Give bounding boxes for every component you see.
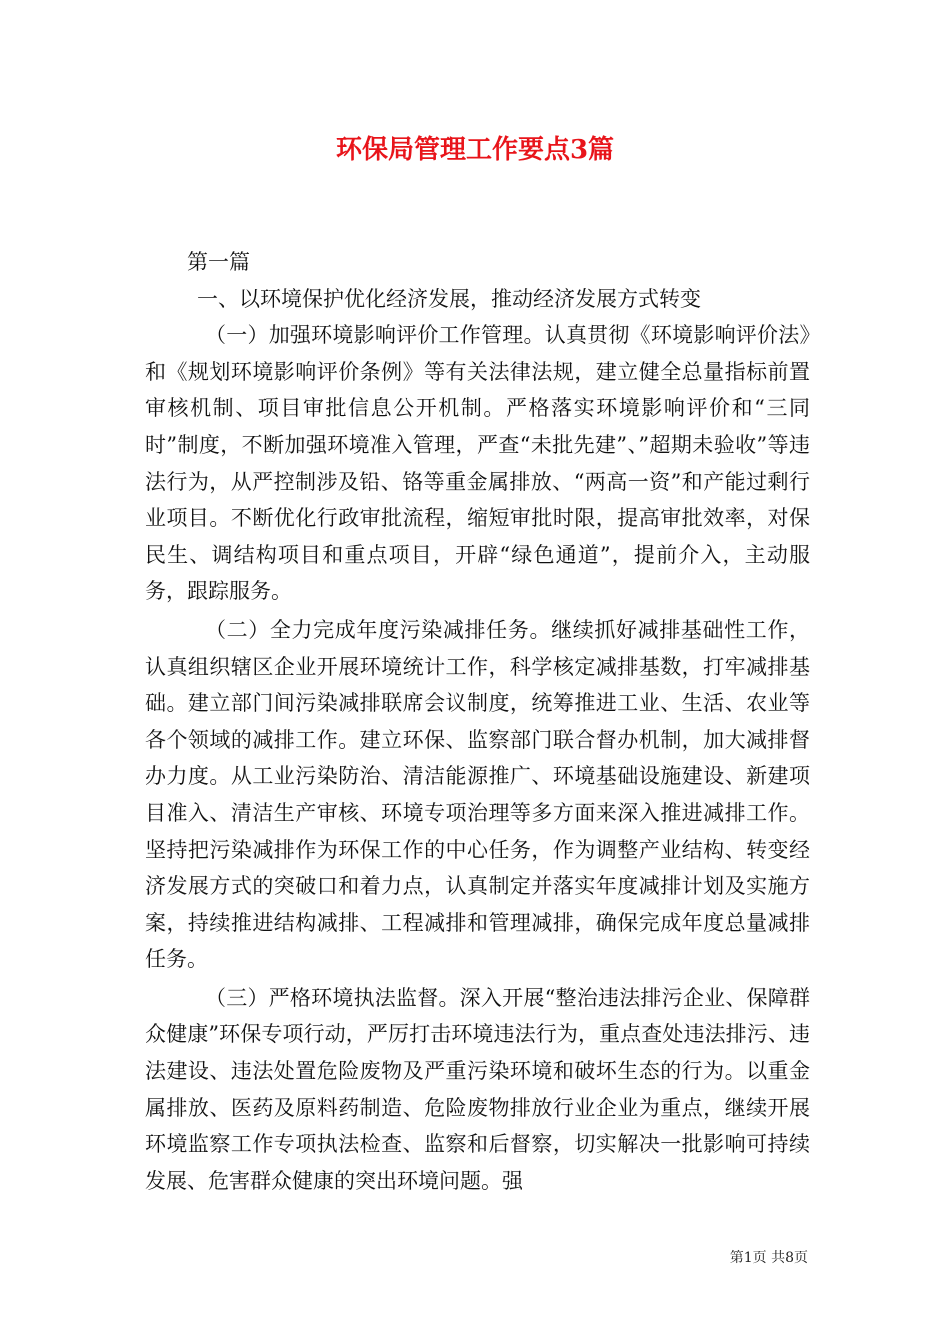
- paragraph-3: （三）严格环境执法监督。深入开展“整治违法排污企业、保障群众健康”环保专项行动，严厉打击环境违法行为，重点查处违法排污、违法建设、违法处置危险废物及严重污染环境和破坏生态的行为。以重金属排放、医药及原料药制造、危险废物排放行业企业为重点，继续开展环境监察工作专项执法检查、监察和后督察，切实解决一批影响可持续发展、危害群众健康的突出环境问题。强: [145, 985, 810, 1193]
- section-label: 第一篇: [187, 250, 250, 274]
- page-footer: 第1页 共8页: [729, 1250, 808, 1266]
- document-body: [145, 244, 810, 1199]
- paragraph-1: （一）加强环境影响评价工作管理。认真贯彻《环境影响评价法》和《规划环境影响评价条例》等有关法律法规，建立健全总量指标前置审核机制、项目审批信息公开机制。严格落实环境影响评价和“三同时”制度，不断加强环境准入管理，严查“未批先建”、”超期未验收”等违法行为，从严控制涉及铅、铬等重金属排放、“两高一资”和产能过剩行业项目。不断优化行政审批流程，缩短审批时限，提高审批效率，对保民生、调结构项目和重点项目，开辟“绿色通道”，提前介入，主动服务，跟踪服务。: [145, 323, 810, 604]
- section-heading: 一、以环境保护优化经济发展，推动经济发展方式转变: [197, 286, 701, 311]
- paragraph-2: （二）全力完成年度污染减排任务。继续抓好减排基础性工作，认真组织辖区企业开展环境统计工作，科学核定减排基数，打牢减排基础。建立部门间污染减排联席会议制度，统筹推进工业、生活、农业等各个领域的减排工作。建立环保、监察部门联合督办机制，加大减排督办力度。从工业污染防治、清洁能源推广、环境基础设施建设、新建项目准入、清洁生产审核、环境专项治理等多方面来深入推进减排工作。坚持把污染减排作为环保工作的中心任务，作为调整产业结构、转变经济发展方式的突破口和着力点，认真制定并落实年度减排计划及实施方案，持续推进结构减排、工程减排和管理减排，确保完成年度总量减排任务。: [145, 617, 810, 972]
- document-title: 环保局管理工作要点3篇: [335, 135, 615, 165]
